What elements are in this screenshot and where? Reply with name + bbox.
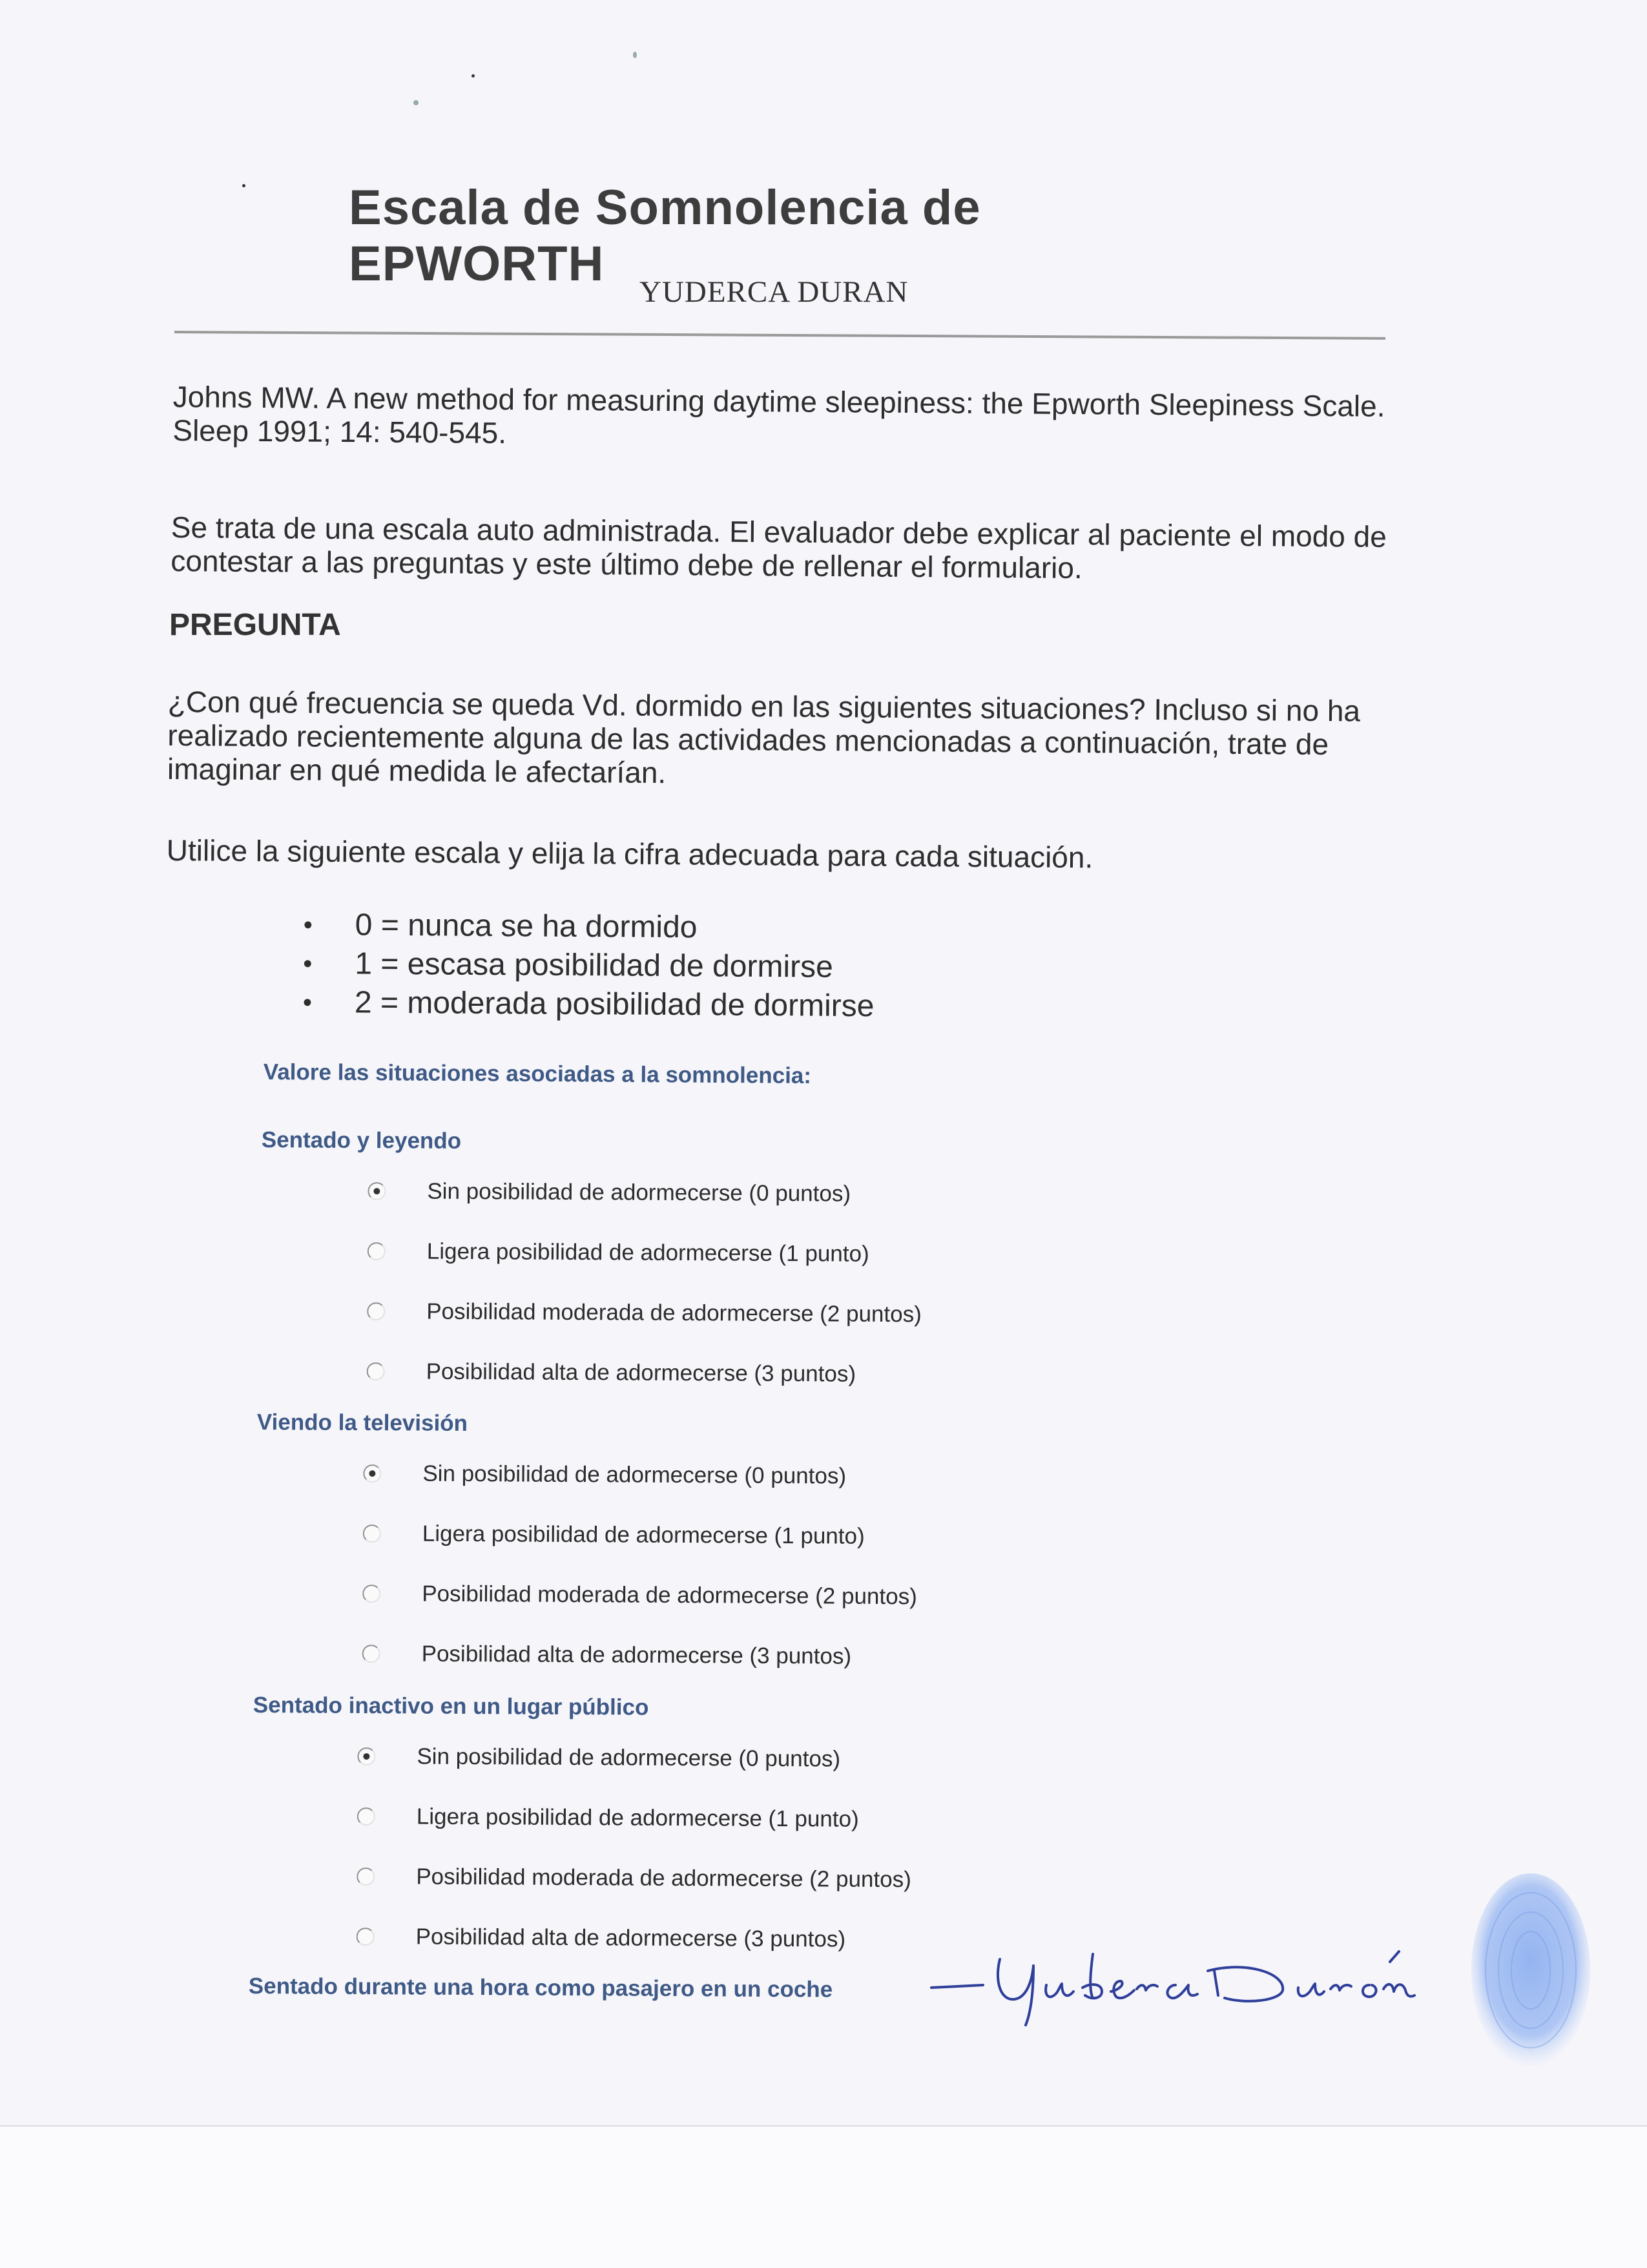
author-name: YUDERCA DURAN xyxy=(639,275,909,309)
situation-title: Sentado y leyendo xyxy=(261,1127,462,1154)
radio-button[interactable] xyxy=(363,1524,381,1543)
question-paragraph: ¿Con qué frecuencia se queda Vd. dormido en las siguientes situaciones? Incluso si no ha realizado recientemente alguna de las actividades mencionadas a continuación, trate de imaginar en qué medida le afectarían. xyxy=(167,685,1361,790)
radio-button[interactable] xyxy=(368,1242,386,1260)
scale-list xyxy=(303,906,875,1026)
situation-title: Sentado durante una hora como pasajero en un coche xyxy=(248,1973,833,2003)
question-heading: PREGUNTA xyxy=(169,608,341,642)
scale-item: • 1 = escasa posibilidad de dormirse xyxy=(303,944,875,987)
intro-paragraph: Se trata de una escala auto administrada. El evaluador debe explicar al paciente el modo de contestar a las preguntas y este último debe de rellenar el formulario. xyxy=(171,510,1387,585)
document-title: Escala de Somnolencia de EPWORTH xyxy=(349,180,981,291)
radio-label: Sin posibilidad de adormecerse (0 puntos) xyxy=(427,1178,851,1207)
radio-button[interactable] xyxy=(367,1302,385,1320)
radio-button-checked[interactable] xyxy=(357,1747,375,1765)
radio-button-checked[interactable] xyxy=(363,1464,381,1483)
radio-label: Ligera posibilidad de adormecerse (1 punto) xyxy=(426,1238,869,1267)
radio-group xyxy=(356,1743,911,1990)
radio-label: Ligera posibilidad de adormecerse (1 punto) xyxy=(422,1521,865,1549)
radio-option[interactable] xyxy=(362,1521,865,1585)
scan-speck xyxy=(413,100,419,105)
scale-item: • 2 = moderada posibilidad de dormirse xyxy=(303,983,875,1026)
situation-section xyxy=(260,1127,922,1423)
scale-instruction: Utilice la siguiente escala y elija la cifra adecuada para cada situación. xyxy=(166,833,1093,875)
citation-paragraph: Johns MW. A new method for measuring daytime sleepiness: the Epworth Sleepiness Scale. Sleep 1991; 14: 540-545. xyxy=(172,380,1385,450)
scan-speck xyxy=(471,74,475,78)
situation-section xyxy=(248,1973,833,2032)
radio-button-checked[interactable] xyxy=(368,1182,386,1200)
scan-speck xyxy=(633,52,637,58)
radio-option[interactable] xyxy=(357,1804,859,1869)
radio-option[interactable] xyxy=(357,1864,911,1930)
radio-group xyxy=(366,1178,922,1423)
radio-option[interactable] xyxy=(367,1238,869,1303)
radio-option[interactable] xyxy=(368,1178,851,1243)
radio-label: Posibilidad moderada de adormecerse (2 puntos) xyxy=(422,1581,917,1610)
situation-title: Sentado inactivo en un lugar público xyxy=(253,1692,649,1720)
radio-button[interactable] xyxy=(357,1928,375,1946)
radio-label: Posibilidad alta de adormecerse (3 puntos) xyxy=(421,1641,852,1669)
scanner-background xyxy=(0,2125,1647,2268)
scan-speck xyxy=(242,184,245,187)
radio-label: Sin posibilidad de adormecerse (0 puntos) xyxy=(417,1743,841,1772)
situation-title: Viendo la televisión xyxy=(256,1410,468,1436)
radio-button[interactable] xyxy=(362,1585,380,1603)
radio-label: Posibilidad moderada de adormecerse (2 puntos) xyxy=(426,1298,922,1327)
radio-label: Ligera posibilidad de adormecerse (1 punto) xyxy=(416,1804,859,1832)
radio-button[interactable] xyxy=(357,1807,375,1826)
radio-label: Sin posibilidad de adormecerse (0 puntos) xyxy=(422,1461,847,1489)
radio-label: Posibilidad moderada de adormecerse (2 puntos) xyxy=(416,1864,911,1893)
radio-button[interactable] xyxy=(367,1362,385,1380)
handwritten-signature xyxy=(924,1928,1473,2038)
fingerprint xyxy=(1466,1873,1595,2086)
radio-option[interactable] xyxy=(367,1298,922,1363)
radio-label: Posibilidad alta de adormecerse (3 puntos) xyxy=(426,1358,856,1387)
radio-group xyxy=(362,1461,917,1705)
radio-option[interactable] xyxy=(357,1743,841,1809)
situation-section xyxy=(255,1410,917,1705)
radio-option[interactable] xyxy=(362,1581,917,1645)
radio-button[interactable] xyxy=(362,1645,380,1663)
form-prompt: Valore las situaciones asociadas a la somnolencia: xyxy=(263,1059,812,1088)
scale-item: • 0 = nunca se ha dormido xyxy=(304,906,875,948)
radio-button[interactable] xyxy=(357,1867,375,1886)
radio-label: Posibilidad alta de adormecerse (3 puntos) xyxy=(415,1924,846,1952)
radio-option[interactable] xyxy=(363,1461,847,1525)
